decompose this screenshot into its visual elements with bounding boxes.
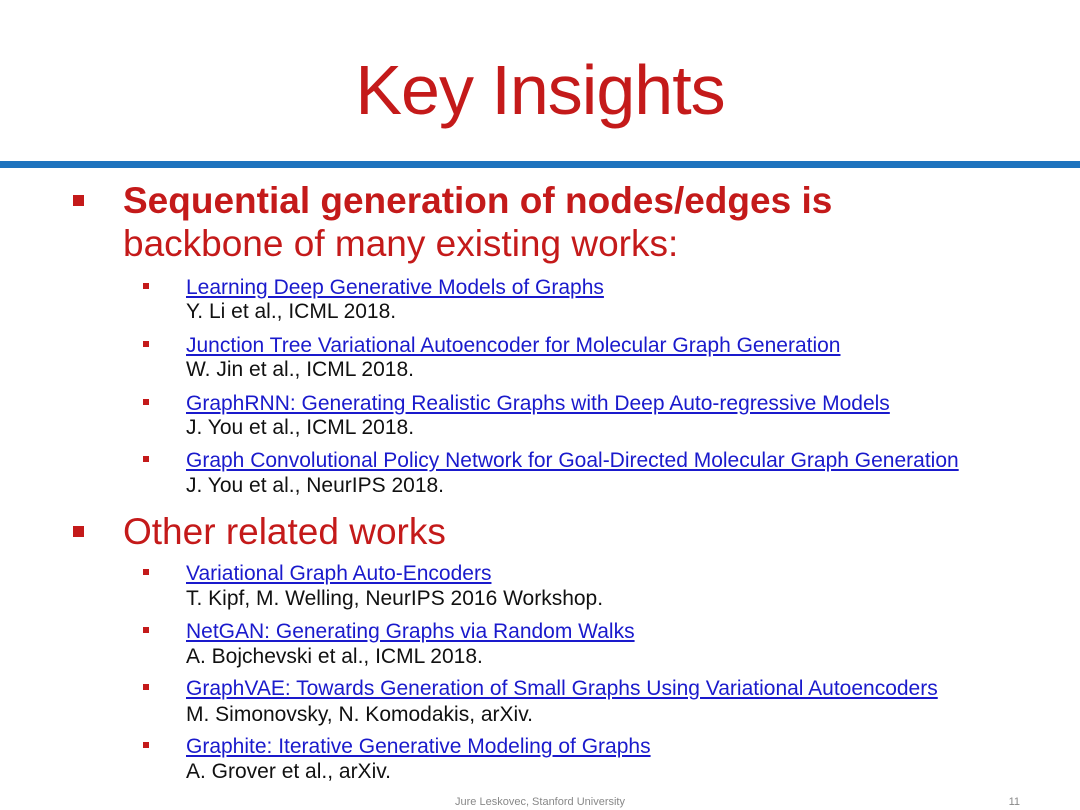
section-heading-sequential [123,181,832,221]
slide-title: Key Insights [355,51,725,129]
ref-citation: M. Simonovsky, N. Komodakis, arXiv. [186,703,533,726]
ref-bullet [143,456,149,462]
ref-link[interactable]: Learning Deep Generative Models of Graphs [186,276,604,299]
title-divider [0,161,1080,168]
ref-bullet [143,742,149,748]
ref-bullet [143,684,149,690]
ref-citation: W. Jin et al., ICML 2018. [186,358,414,381]
ref-citation: T. Kipf, M. Welling, NeurIPS 2016 Workshop. [186,587,604,610]
section-heading-bold: Sequential generation of nodes/edges is [123,180,833,221]
ref-citation: Y. Li et al., ICML 2018. [186,300,397,323]
ref-link[interactable]: Graph Convolutional Policy Network for Goal-Directed Molecular Graph Generation [186,449,959,472]
ref-citation: A. Bojchevski et al., ICML 2018. [186,645,483,668]
ref-link[interactable]: GraphRNN: Generating Realistic Graphs with Deep Auto-regressive Models [186,392,890,415]
section-heading-other: Other related works [123,511,446,552]
page-number: 11 [1008,796,1020,808]
ref-citation: J. You et al., NeurIPS 2018. [186,474,445,497]
ref-bullet [143,569,149,575]
ref-bullet [143,283,149,289]
section-heading-rest: backbone of many existing works: [123,223,679,264]
slide-footer: Jure Leskovec, Stanford University [455,796,625,808]
ref-link[interactable]: Graphite: Iterative Generative Modeling of Graphs [186,735,651,758]
ref-bullet [143,399,149,405]
ref-bullet [143,341,149,347]
ref-link[interactable]: Junction Tree Variational Autoencoder for Molecular Graph Generation [186,334,841,357]
section-bullet [73,526,84,537]
ref-citation: A. Grover et al., arXiv. [186,760,392,783]
ref-link[interactable]: GraphVAE: Towards Generation of Small Graphs Using Variational Autoencoders [186,677,938,700]
section-bullet [73,195,84,206]
ref-bullet [143,627,149,633]
ref-citation: J. You et al., ICML 2018. [186,416,415,439]
ref-link[interactable]: NetGAN: Generating Graphs via Random Walks [186,620,635,643]
ref-link[interactable]: Variational Graph Auto-Encoders [186,562,492,585]
